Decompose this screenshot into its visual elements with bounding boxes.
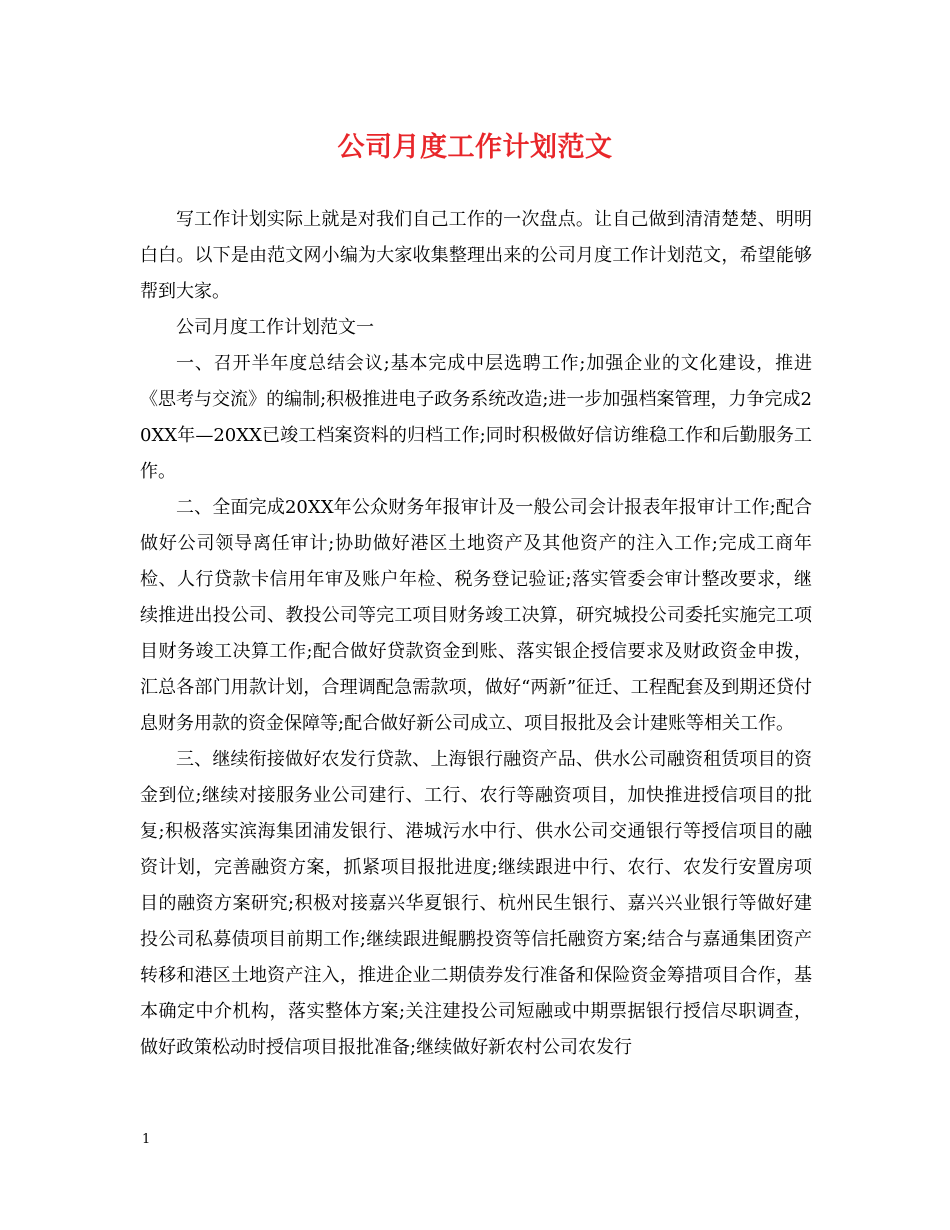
paragraph-section-heading: 公司月度工作计划范文一 (176, 317, 374, 338)
paragraph-item-three: 三、继续衔接做好农发行贷款、上海银行融资产品、供水公司融资租赁项目的资金到位;继续对接服务业公司建行、工行、农行等融资项目，加快推进授信项目的批复;积极落实滨海集团浦发银行、港城污水中行、供水公司交通银行等授信项目的融资计划，完善融资方案，抓紧项目报批进度;继续跟进中行、农行、农发行安置房项目的融资方案研究;积极对接嘉兴华夏银行、杭州民生银行、嘉兴兴业银行等做好建投公司私募债项目前期工作;继续跟进鲲鹏投资等信托融资方案;结合与嘉通集团资产转移和港区土地资产注入，推进企业二期债券发行准备和保险资金筹措项目合作，基本确定中介机构，落实整体方案;关注建投公司短融或中期票据银行授信尽职调查，做好政策松动时授信项目报批准备;继续做好新农村公司农发行 (140, 749, 812, 1058)
paragraph-item-two: 二、全面完成20XX年公众财务年报审计及一般公司会计报表年报审计工作;配合做好公司领导离任审计;协助做好港区土地资产及其他资产的注入工作;完成工商年检、人行贷款卡信用年审及账户年检、税务登记验证;落实管委会审计整改要求，继续推进出投公司、教投公司等完工项目财务竣工决算，研究城投公司委托实施完工项目财务竣工决算工作;配合做好贷款资金到账、落实银企授信要求及财政资金申拨，汇总各部门用款计划，合理调配急需款项，做好“两新”征迁、工程配套及到期还贷付息财务用款的资金保障等;配合做好新公司成立、项目报批及会计建账等相关工作。 (140, 497, 812, 734)
document-body (140, 202, 812, 1066)
document-title: 公司月度工作计划范文 (337, 132, 613, 163)
paragraph-item-one: 一、召开半年度总结会议;基本完成中层选聘工作;加强企业的文化建设，推进《思考与交流》的编制;积极推进电子政务系统改造;进一步加强档案管理，力争完成20XX年—20XX已竣工档案资料的归档工作;同时积极做好信访维稳工作和后勤服务工作。 (140, 353, 812, 482)
paragraph-intro: 写工作计划实际上就是对我们自己工作的一次盘点。让自己做到清清楚楚、明明白白。以下是由范文网小编为大家收集整理出来的公司月度工作计划范文，希望能够帮到大家。 (140, 209, 812, 302)
page-number: 1 (142, 1132, 151, 1147)
